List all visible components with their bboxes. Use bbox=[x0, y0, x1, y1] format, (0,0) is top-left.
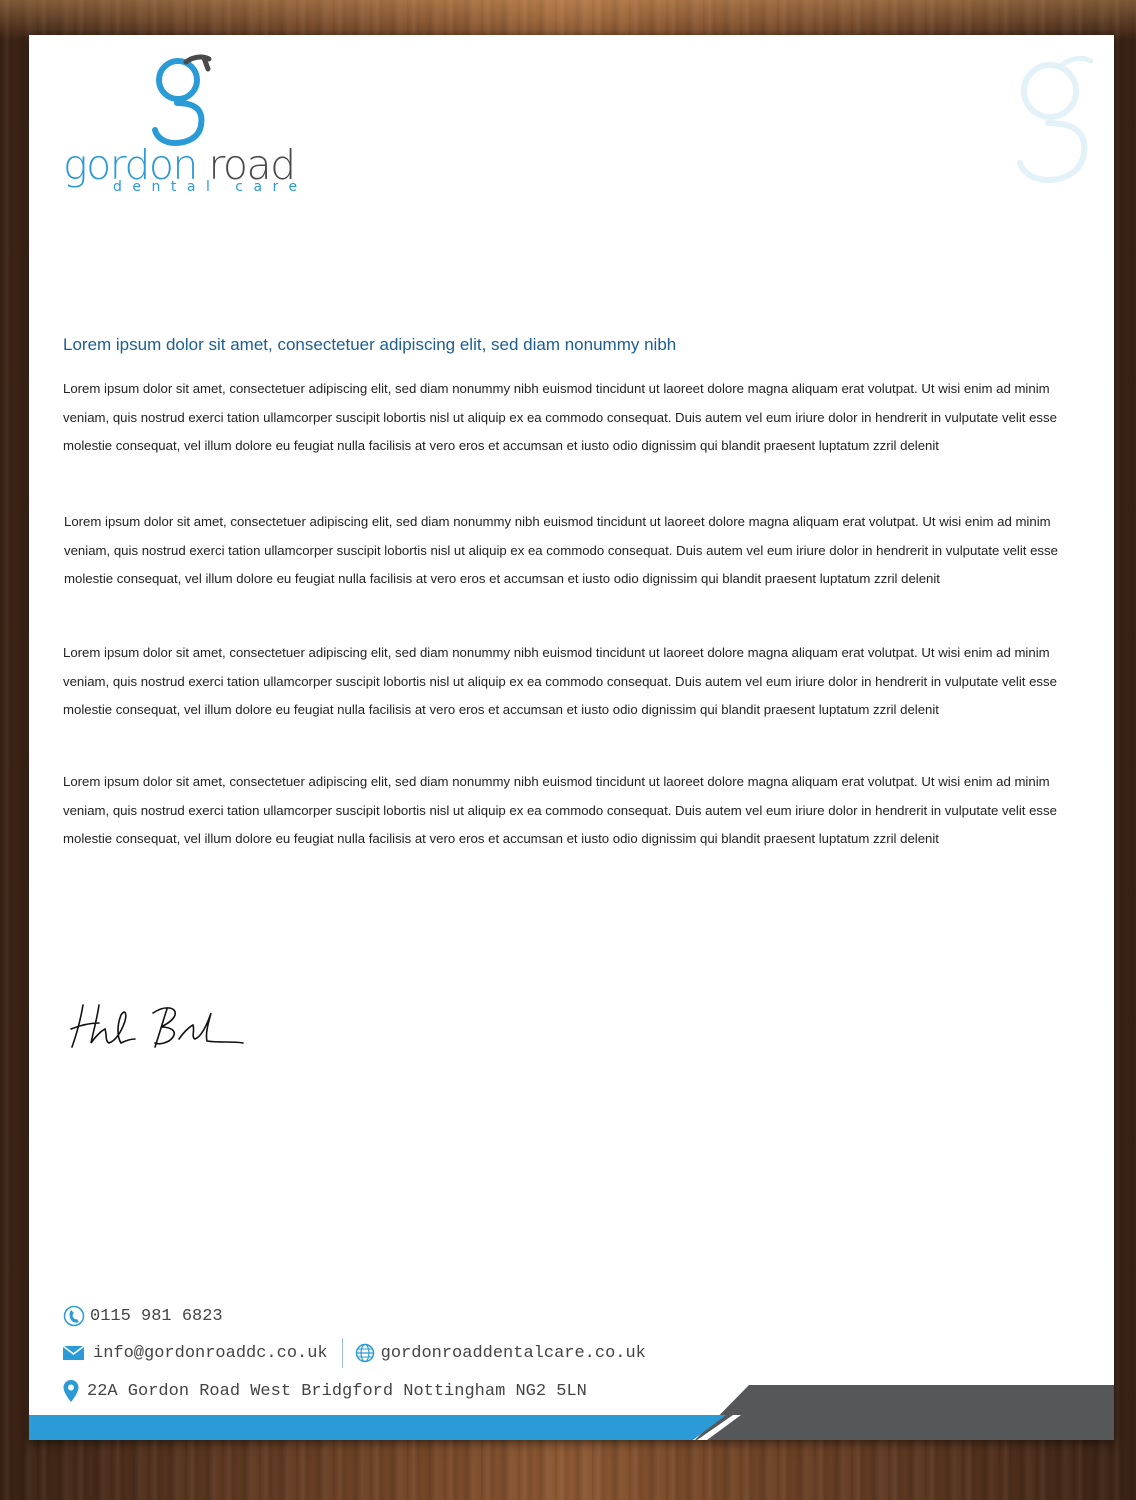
wood-background-glow bbox=[0, 0, 1136, 40]
contact-divider bbox=[342, 1338, 343, 1368]
footer-bars bbox=[29, 1385, 1114, 1440]
footer-blue-band bbox=[29, 1415, 726, 1440]
watermark-g-icon bbox=[1014, 53, 1094, 188]
contact-phone-row bbox=[63, 1305, 223, 1327]
footer-grey-band bbox=[695, 1385, 1114, 1440]
website-url[interactable]: gordonroaddentalcare.co.uk bbox=[380, 1343, 646, 1363]
logo-tagline: dental care bbox=[113, 179, 308, 195]
contact-email-web-row bbox=[63, 1338, 646, 1368]
mail-icon bbox=[63, 1345, 85, 1361]
letter-paragraph-4: Lorem ipsum dolor sit amet, consectetuer adipiscing elit, sed diam nonummy nibh euismod tincidunt ut laoreet dolore magna aliquam erat volutpat. Ut wisi enim ad minim veniam, quis nostrud exerci tation ullamcorper suscipit lobortis nisl ut aliquip ex ea commodo consequat. Duis autem vel eum iriure dolor in hendrerit in vulputate velit esse molestie consequat, vel illum dolore eu feugiat nulla facilisis at vero eros et accumsan et iusto odio dignissim qui blandit praesent luptatum zzril delenit bbox=[63, 774, 1057, 846]
phone-number[interactable]: 0115 981 6823 bbox=[90, 1306, 223, 1326]
signature bbox=[69, 997, 244, 1057]
letterhead-page bbox=[29, 35, 1114, 1440]
globe-icon bbox=[355, 1343, 375, 1363]
street-address: 22A Gordon Road West Bridgford Nottingham NG2 5LN bbox=[87, 1381, 587, 1401]
letter-paragraph-2: Lorem ipsum dolor sit amet, consectetuer adipiscing elit, sed diam nonummy nibh euismod tincidunt ut laoreet dolore magna aliquam erat volutpat. Ut wisi enim ad minim veniam, quis nostrud exerci tation ullamcorper suscipit lobortis nisl ut aliquip ex ea commodo consequat. Duis autem vel eum iriure dolor in hendrerit in vulputate velit esse molestie consequat, vel illum dolore eu feugiat nulla facilisis at vero eros et accumsan et iusto odio dignissim qui blandit praesent luptatum zzril delenit bbox=[64, 514, 1058, 586]
logo-word-gordon: gordon bbox=[63, 141, 197, 189]
phone-icon bbox=[63, 1305, 85, 1327]
logo-g-mark-icon bbox=[151, 53, 213, 149]
letter-paragraph-1: Lorem ipsum dolor sit amet, consectetuer adipiscing elit, sed diam nonummy nibh euismod tincidunt ut laoreet dolore magna aliquam erat volutpat. Ut wisi enim ad minim veniam, quis nostrud exerci tation ullamcorper suscipit lobortis nisl ut aliquip ex ea commodo consequat. Duis autem vel eum iriure dolor in hendrerit in vulputate velit esse molestie consequat, vel illum dolore eu feugiat nulla facilisis at vero eros et accumsan et iusto odio dignissim qui blandit praesent luptatum zzril delenit bbox=[63, 381, 1057, 453]
logo bbox=[63, 53, 308, 203]
email-address[interactable]: info@gordonroaddc.co.uk bbox=[93, 1343, 328, 1363]
letter-heading: Lorem ipsum dolor sit amet, consectetuer adipiscing elit, sed diam nonummy nibh bbox=[63, 335, 677, 354]
logo-word-road: road bbox=[208, 141, 295, 189]
letter-paragraph-3: Lorem ipsum dolor sit amet, consectetuer adipiscing elit, sed diam nonummy nibh euismod tincidunt ut laoreet dolore magna aliquam erat volutpat. Ut wisi enim ad minim veniam, quis nostrud exerci tation ullamcorper suscipit lobortis nisl ut aliquip ex ea commodo consequat. Duis autem vel eum iriure dolor in hendrerit in vulputate velit esse molestie consequat, vel illum dolore eu feugiat nulla facilisis at vero eros et accumsan et iusto odio dignissim qui blandit praesent luptatum zzril delenit bbox=[63, 645, 1057, 717]
